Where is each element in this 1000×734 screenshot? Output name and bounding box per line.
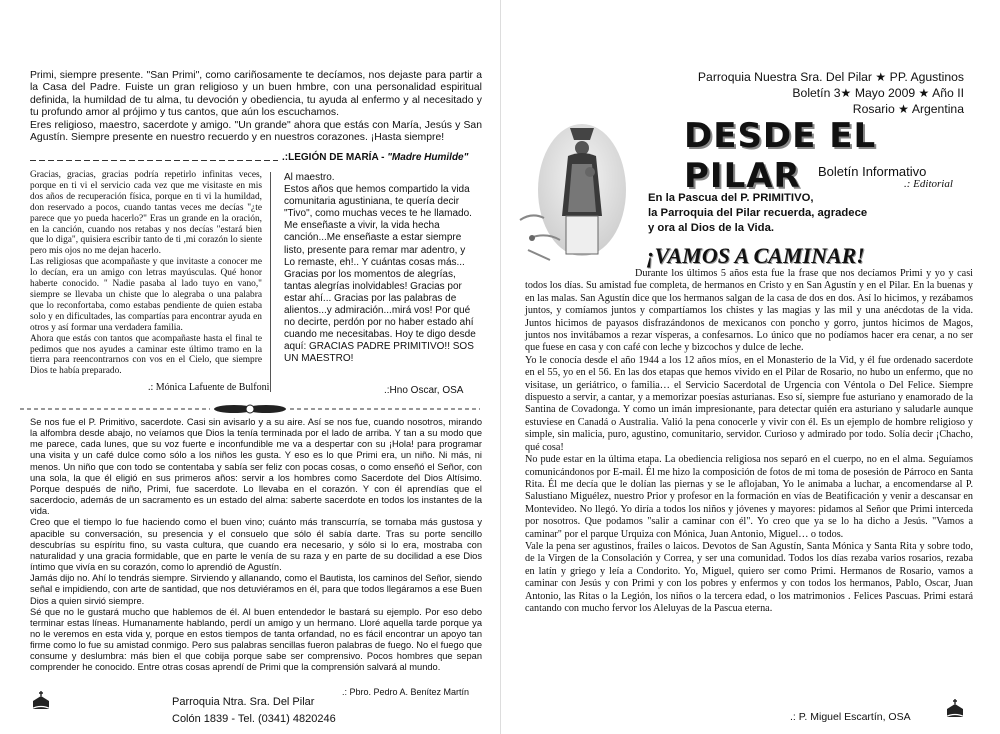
column-rule xyxy=(270,172,271,392)
virgin-pillar-statue-icon xyxy=(510,120,630,270)
church-logo-icon xyxy=(30,690,52,710)
primitivo-paragraph: Jamás dijo no. Ahí lo tendrás siempre. Sirviendo y allanando, como el Bautista, los caminos del Señor, siendo señal e impidiendo, con arte de santidad, que nos detuviéramos en él, para que todos llegáramos a ese Buen Dios a quien sirvió siempre. xyxy=(30,573,482,606)
footer-parish-name: Parroquia Ntra. Sra. Del Pilar xyxy=(172,696,315,708)
monica-signature: .: Mónica Lafuente de Bulfoni xyxy=(148,382,270,393)
church-logo-icon xyxy=(944,698,966,718)
masthead-title: DESDE EL PILAR xyxy=(684,116,877,196)
lead-line: y ora al Dios de la Vida. xyxy=(648,222,774,234)
header-location: Rosario ★ Argentina xyxy=(852,102,964,116)
primitivo-paragraph: Sé que no le gustará mucho que hablemos de él. Al buen entendedor le bastará su ejemplo. Por eso debo terminar estas líneas. Humanamente hablando, perdí un amigo y un hermano. Lloré aquella tarde porque ya no le veremos en esta vida y, porque en estos tiempos de tanta orfandad, no es fácil encontrar un apoyo tan firme como lo fue su amistad conmigo. Pero sus palabras sencillas fueron palabras de fuego. No el fuego que consume y deslumbra: más bien el que cobija porque sabe ser comprensivo. Pocos hombres que sepan comprender he conocido. Entre otras cosas aprendí de Primi que la comprensión salvará al mundo. xyxy=(30,606,482,673)
ornament-divider xyxy=(20,403,480,415)
monica-paragraph: Ahora que estás con tantos que acompañaste hasta el final te pedimos que nos ayudes a caminar este último tramo en la tierra para reencontrarnos con vos en el Cielo, que siempre Dios te había preparado. xyxy=(30,333,262,377)
primitivo-paragraph: Se nos fue el P. Primitivo, sacerdote. Casi sin avisarlo y a su aire. Así se nos fue, cuando nosotros, mirando la alfombra desde abajo, no veíamos que Dios la tenía terminada por el lado de arriba. Y tan a su modo que me parece, cada lunes, que su voz fuerte e inconfundible me va a despertar con su ¡Hola! para programar una visita y un café dulce como sólo a los niños les gusta. Y eso es lo que Primi era, un niño. Ni más, ni menos. Un niño que con todo se contentaba y sabía ser feliz con pocas cosas, o como enseñó el Señor, con una sola, la que él eligió en sus primeros años: servir a los hombres como Sacerdote del Dios Altísimo. Porque después de niño, Primi, fue sacerdote. Lo llevaba en el corazón. Y con él aprendías que el sacerdocio, además de un sacramento es un estado del alma: saberte sacerdote en todos los instantes de la vida. xyxy=(30,417,482,517)
article-headline: ¡VAMOS A CAMINAR! xyxy=(646,243,865,268)
monica-paragraph: Gracias, gracias, gracias podría repetirlo infinitas veces, porque en ti vi el servicio cada vez que me visitaste en mis dos años de recuperación física, porque en ti vi la humildad, don reservado a pocos, cuando tantas veces me decías "¿te parece que yo pueda hacerlo?" Eras un grande en la oración, en la canción, cuando nos retabas y nos decías "estará bien que lo diga", quisiera escribir tanto de ti ,mi corazón lo siente pero mis ojos no me dejan hacerlo. xyxy=(30,170,262,257)
legion-heading xyxy=(282,152,468,163)
lead-line: la Parroquia del Pilar recuerda, agradece xyxy=(648,207,868,219)
oscar-paragraph: Al maestro. xyxy=(284,172,335,183)
editorial-paragraph: No pude estar en la última etapa. La obediencia religiosa nos separó en el cuerpo, no en el alma. Seguíamos comunicándonos por E-mail. Él me hizo la composición de fotos de mi toma de posesión de Párroco en Santa Rita. Él me decía que le dolían las piernas y se le aflojaban, Yo le animaba a luchar, a encomendarse al P. Salustiano Miguélez, nuestro Prior y profesor en la formación en vías de Beatificación y venir a descansar en Montevideo. No llegó. Yo diría a todos los niños y jóvenes y mayores: pidamos al Señor que Primi interceda por nosotros. Que podamos "salir a caminar con él". Yo creo que ya se lo ha dicho a Jesús. "Vamos a caminar" por el parque Urquiza con Mónica, Juan Antonio, Miguel… o todos. xyxy=(525,454,973,540)
page-gutter xyxy=(500,0,501,734)
primitivo-paragraph: Creo que el tiempo lo fue haciendo como el buen vino; cuánto más transcurría, se tornaba más gustosa y apacible su conversación, su presencia y el consuelo que sólo él sabía darte. Tras su porte sencillo descubrías su espíritu fino, su vasta cultura, que cuando era necesario, y sólo si lo era, mostraba con naturalidad y una gracia formidable, que en parte le venía de su raza y en parte de su docilidad a ese Dios íntimo que vivía en su corazón, como lo aprendió de Agustín. xyxy=(30,517,482,573)
header-issue: Boletín 3★ Mayo 2009 ★ Año II xyxy=(792,86,964,100)
legion-heading-label: .:LEGIÓN DE MARÍA - xyxy=(282,152,388,163)
dashed-divider xyxy=(30,160,278,161)
primitivo-article xyxy=(30,417,482,674)
footer-address: Colón 1839 - Tel. (0341) 4820246 xyxy=(172,713,336,725)
editorial-paragraph: Yo le conocía desde el año 1944 a los 12 años míos, en el Monasterio de la Vid, y él fue ordenado sacerdote en el 55, yo en el 56. En las dos etapas que hemos vivido en el Pilar de Rosario, no hubo un enfermo, que no visitase, un geriátrico, o familia… el Servicio Sacerdotal de Urgencia con Véntola o Del Felice. Siempre dispuesto a servir, a cantar, y a memorizar poesías asturianas. Eso sí, siempre fue asturiano y enamorado de la Santina de Covadonga. Y como un imán impresionante, para detectar quién era asturiano y saludarle aunque estuviese en Canadá o Australia. Valió la pena conocerle y vivir con él. Es un ejemplo de hombre religioso y simple, sin malicia, puro, agustino, comunitario, servidor. Curioso y admirado por todo. Solía decir ¡Chacho, qué cosa! xyxy=(525,354,973,453)
lead-text xyxy=(648,191,968,236)
pbro-signature: .: Pbro. Pedro A. Benítez Martín xyxy=(342,687,470,697)
oscar-signature: .:Hno Oscar, OSA xyxy=(384,385,464,396)
header-parish: Parroquia Nuestra Sra. Del Pilar ★ PP. Agustinos xyxy=(697,70,964,84)
editorial-paragraph: Vale la pena ser agustinos, frailes o laicos. Devotos de San Agustín, Santa Mónica y Santa Rita y sobre todo, de la Virgen de la Consolación y Correa, y ser una comunidad. Todos los días rezaba varios rosarios, rezaba en latín y griego y leía a Condorito. Yo, Miguel, quiero ser como Primi. Hermanos de Rosario, vamos a caminar con Jesús y con Primi y con los pobres y enfermos y con todos los hermanos, Pablo, Oscar, Juan Antonio, las Ritas o la Legión, los niños o la tercera edad, o los matrimonios . Felices Pascuas. Primi estará cantando con mucho fervor los Aleluyas de la Pascua eterna. xyxy=(525,540,973,614)
intro-paragraph: Primi, siempre presente. "San Primi", como cariñosamente te decíamos, nos dejaste para partir a la Casa del Padre. Fuiste un gran religioso y un buen hmbre, con una personalidad espiritual definida, la humildad de tu alma, tu devoción y obediencia, tu ayuda al enfermo y al necesitado y tu profundo amor al prójimo y tus cantos, que aún los escuchamos. xyxy=(30,70,482,119)
monica-paragraph: Las religiosas que acompañaste y que invitaste a conocer me lo decían, era un amigo con letras mayúsculas. Qué honor haberte conocido. " Nadie pasaba al lado tuyo en vano," siempre se llevaba un chiste que lo alegraba o una palabra que lo reconfortaba, como estabas pendiente de quien estaba solo y en dificultades, las compartías para encontrar ayuda en otros y así formar una verdadera familia. xyxy=(30,257,262,333)
section-label: .: Editorial xyxy=(904,178,953,190)
monica-letter xyxy=(30,170,262,377)
masthead-subtitle: Boletín Informativo xyxy=(818,164,927,179)
editorial-body xyxy=(525,268,973,615)
editorial-paragraph: Durante los últimos 5 años esta fue la frase que nos decíamos Primi y yo y casi todos los días. Su amistad fue completa, de hermanos en Cristo y en San Agustín y en el Pilar. En la buenas y en las malas. San Agustín dice que los hermanos salgan de la casa de dos en dos. Así lo hicimos, y rezábamos juntos, y comíamos juntos y compartíamos los chistes y las magias y las mil y una anécdotas de la vida. Juntos hicimos de payasos disfrazándonos de mexicanos con poncho y gorro, juntos hicimos de Magos, juntos nos invitábamos a rezar vísperas, a confesarnos. Lo único que no podíamos hacer era cenar, a no ser que fuese en casa y con café con leche y bizcochos y dulce de leche. xyxy=(525,268,973,354)
oscar-letter xyxy=(284,172,478,366)
intro-section xyxy=(30,70,482,144)
intro-paragraph: Eres religioso, maestro, sacerdote y amigo. "Un grande" ahora que estás con María, Jesús y San Agustín. Siempre presente en nuestro recuerdo y en nuestros corazones. ¡Hasta siempre! xyxy=(30,119,482,144)
oscar-paragraph: Estos años que hemos compartido la vida comunitaria agustiniana, te quería decir "Tivo", como muchas veces te he llamado. Me enseñaste a vivir, la vida hecha canción...Me enseñaste a estar siempre listo, presente para remar mar adentro, y xyxy=(284,184,472,256)
lead-line: En la Pascua del P. PRIMITIVO, xyxy=(648,192,814,204)
legion-heading-quote: "Madre Humilde" xyxy=(387,152,469,163)
editorial-signature: .: P. Miguel Escartín, OSA xyxy=(790,711,911,723)
oscar-paragraph: Lo remaste, eh!.. Y cuántas cosas más... Gracias por los momentos de alegrías, tantas alegrías inolvidables! Gracias por estar ahí... Gracias por las palabras de alientos...y admiración...mirá vos! Por qué no decirte, perdón por no haber estado ahí cuando me necesitabas. Hoy te digo desde aquí: GRACIAS PADRE PRIMITIVO!! SOS UN MAESTRO! xyxy=(284,256,476,365)
